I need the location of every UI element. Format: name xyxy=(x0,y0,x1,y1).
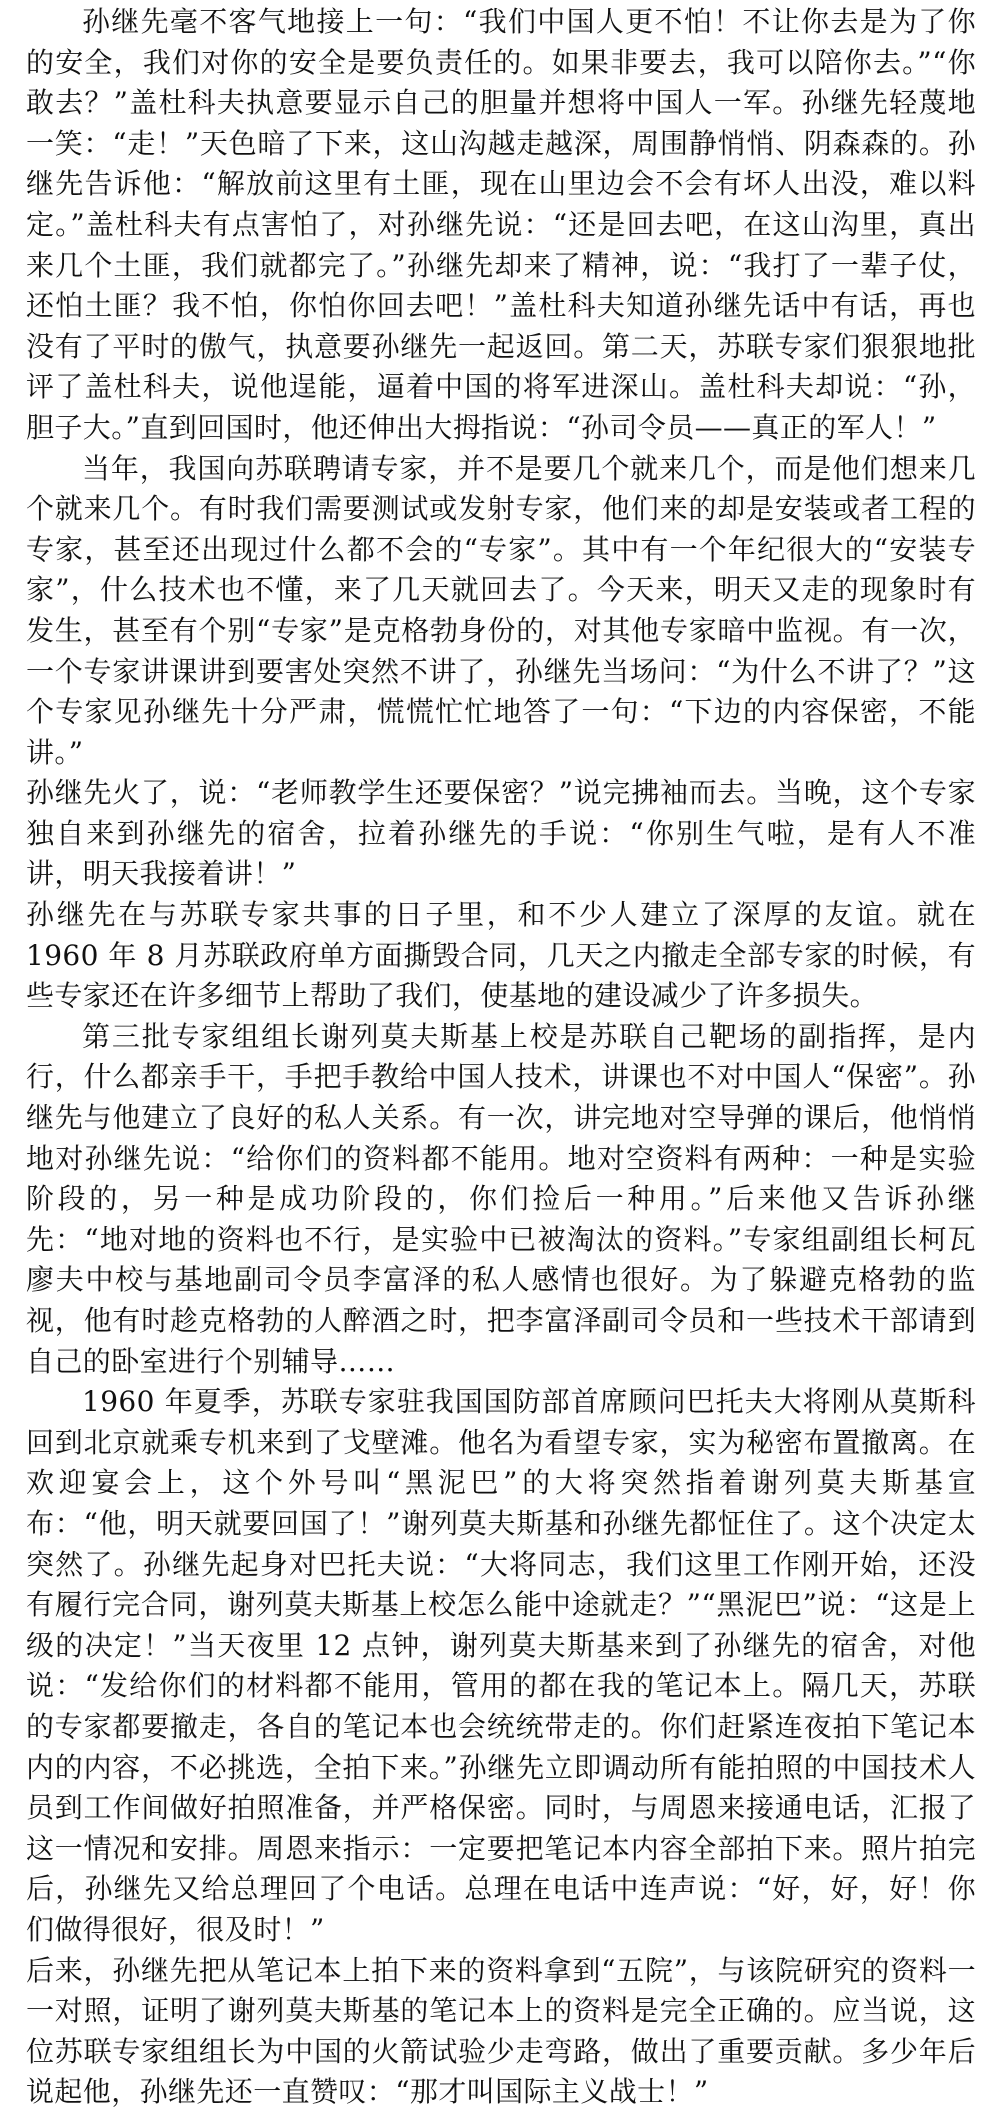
paragraph-3: 孙继先火了，说：“老师教学生还要保密？”说完拂袖而去。当晚，这个专家独自来到孙继先的宿舍，拉着孙继先的手说：“你别生气啦，是有人不准讲，明天我接着讲！” xyxy=(26,776,976,891)
paragraph-1: 孙继先毫不客气地接上一句：“我们中国人更不怕！不让你去是为了你的安全，我们对你的安全是要负责任的。如果非要去，我可以陪你去。”“你敢去？”盖杜科夫执意要显示自己的胆量并想将中国人一军。孙继先轻蔑地一笑：“走！”天色暗了下来，这山沟越走越深，周围静悄悄、阴森森的。孙继先告诉他：“解放前这里有土匪，现在山里边会不会有坏人出没，难以料定。”盖杜科夫有点害怕了，对孙继先说：“还是回去吧，在这山沟里，真出来几个土匪，我们就都完了。”孙继先却来了精神，说：“我打了一辈子仗，还怕土匪？我不怕，你怕你回去吧！”盖杜科夫知道孙继先话中有话，再也没有了平时的傲气，执意要孙继先一起返回。第二天，苏联专家们狠狠地批评了盖杜科夫，说他逞能，逼着中国的将军进深山。盖杜科夫却说：“孙，胆子大。”直到回国时，他还伸出大拇指说：“孙司令员——真正的军人！” xyxy=(26,5,976,444)
paragraph-2: 当年，我国向苏联聘请专家，并不是要几个就来几个，而是他们想来几个就来几个。有时我们需要测试或发射专家，他们来的却是安装或者工程的专家，甚至还出现过什么都不会的“专家”。其中有一个年纪很大的“安装专家”，什么技术也不懂，来了几天就回去了。今天来，明天又走的现象时有发生，甚至有个别“专家”是克格勃身份的，对其他专家暗中监视。有一次，一个专家讲课讲到要害处突然不讲了，孙继先当场问：“为什么不讲了？”这个专家见孙继先十分严肃，慌慌忙忙地答了一句：“下边的内容保密，不能讲。” xyxy=(26,451,976,769)
paragraph-6: 1960 年夏季，苏联专家驻我国国防部首席顾问巴托夫大将刚从莫斯科回到北京就乘专机来到了戈壁滩。他名为看望专家，实为秘密布置撤离。在欢迎宴会上，这个外号叫“黑泥巴”的大将突然指着谢列莫夫斯基宣布：“他，明天就要回国了！”谢列莫夫斯基和孙继先都怔住了。这个决定太突然了。孙继先起身对巴托夫说：“大将同志，我们这里工作刚开始，还没有履行完合同，谢列莫夫斯基上校怎么能中途就走？”“黑泥巴”说：“这是上级的决定！”当天夜里 12 点钟，谢列莫夫斯基来到了孙继先的宿舍，对他说：“发给你们的材料都不能用，管用的都在我的笔记本上。隔几天，苏联的专家都要撤走，各自的笔记本也会统统带走的。你们赶紧连夜拍下笔记本内的内容，不必挑选，全拍下来。”孙继先立即调动所有能拍照的中国技术人员到工作间做好拍照准备，并严格保密。同时，与周恩来接通电话，汇报了这一情况和安排。周恩来指示：一定要把笔记本内容全部拍下来。照片拍完后，孙继先又给总理回了个电话。总理在电话中连声说：“好，好，好！你们做得很好，很及时！” xyxy=(26,1385,976,1946)
paragraph-5: 第三批专家组组长谢列莫夫斯基上校是苏联自己靶场的副指挥，是内行，什么都亲手干，手把手教给中国人技术，讲课也不对中国人“保密”。孙继先与他建立了良好的私人关系。有一次，讲完地对空导弹的课后，他悄悄地对孙继先说：“给你们的资料都不能用。地对空资料有两种：一种是实验阶段的，另一种是成功阶段的，你们捡后一种用。”后来他又告诉孙继先：“地对地的资料也不行，是实验中已被淘汰的资料。”专家组副组长柯瓦廖夫中校与基地副司令员李富泽的私人感情也很好。为了躲避克格勃的监视，他有时趁克格勃的人醉酒之时，把李富泽副司令员和一些技术干部请到自己的卧室进行个别辅导…… xyxy=(26,1019,976,1378)
paragraph-4: 孙继先在与苏联专家共事的日子里，和不少人建立了深厚的友谊。就在 1960 年 8 月苏联政府单方面撕毁合同，几天之内撤走全部专家的时候，有些专家还在许多细节上帮助了我们，使基地的建设减少了许多损失。 xyxy=(26,898,976,1013)
paragraph-7: 后来，孙继先把从笔记本上拍下来的资料拿到“五院”，与该院研究的资料一一对照，证明了谢列莫夫斯基的笔记本上的资料是完全正确的。应当说，这位苏联专家组组长为中国的火箭试验少走弯路，做出了重要贡献。多少年后说起他，孙继先还一直赞叹：“那才叫国际主义战士！” xyxy=(26,1953,976,2109)
